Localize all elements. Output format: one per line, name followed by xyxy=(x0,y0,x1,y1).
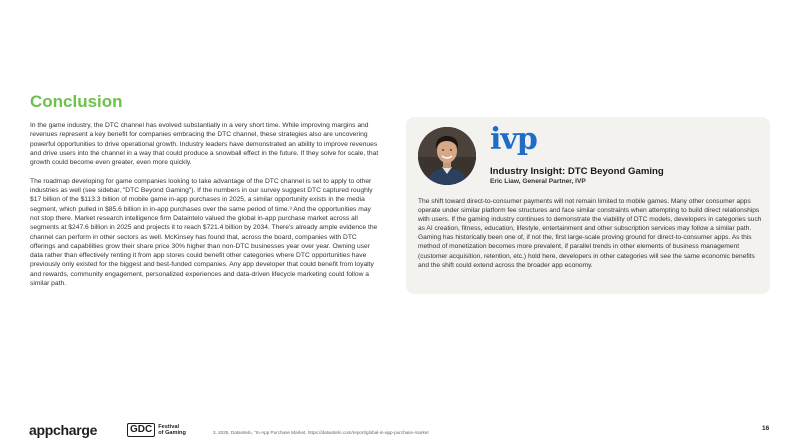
page-heading: Conclusion xyxy=(30,92,123,111)
insight-body-text: The shift toward direct-to-consumer payments will not remain limited to mobile games. Many other consumer apps operate under similar platform fee structures and face similar constraints when attempting to build direct relationships with users. If the gaming industry continues to demonstrate the viability of DTC models, developers in categories such as AI creation, fitness, education, lifestyle, entertainment and other subscription services may follow a similar path. Gaming has historically been one of, if not the, first large-scale proving ground for direct-to-consumer apps. As this method of monetization becomes more prevalent, if parallel trends in other elements of business management (customer acquisition, retention, etc.) hold here, developers in other categories will see the same economic benefits and the shift could extend across the broader app economy. xyxy=(418,198,762,269)
portrait-illustration xyxy=(418,127,476,185)
gdc-festival-logo xyxy=(127,422,186,437)
page-number: 16 xyxy=(762,425,770,432)
gdc-festival-text xyxy=(158,424,186,436)
author-portrait-image xyxy=(418,127,476,185)
insight-author: Eric Liaw, General Partner, IVP xyxy=(490,178,586,185)
body-paragraph-2: The roadmap developing for game companies looking to take advantage of the DTC channel is set to apply to other industries as well (see sidebar, "DTC Beyond Gaming"). If the numbers in our survey suggest DTC captured roughly $17 billion of the $113.3 billion of mobile game in-app purchases in 2025, a similar opportunity exists in the media segment, which pulled in $85.6 billion in in-app purchases over the same period of time.³ And the opportunities may not stop there. Market research intelligence firm Dataintelo valued the global in-app purchase market across all segments at $247.6 billion in 2025 and projects it to reach $721.4 billion by 2034. There's already ample evidence the channel can perform in other sectors as well. McKinsey has found that, across the board, companies with DTC offerings and capabilities grow their share price 30% higher than non-DTC businesses year over year. Owning user data rather than effectively renting it from app stores could benefit other categories where DTC opportunities have previously only existed for the biggest and best-funded companies. Any app developer that could benefit from loyalty and rewards, community engagement, personalized experiences and data-driven lifecycle marketing could follow a similar path. xyxy=(30,177,378,288)
industry-insight-card xyxy=(406,117,770,294)
insight-title: Industry Insight: DTC Beyond Gaming xyxy=(490,166,664,177)
ivp-logo: ivp xyxy=(490,122,537,157)
gdc-line-2: of Gaming xyxy=(158,429,186,436)
gdc-mark: GDC xyxy=(127,423,155,437)
footnote: 3. 2025, Dataintelo, "In-App Purchase Market, https://dataintelo.com/report/global-in-app-purchase-market xyxy=(213,430,429,435)
gdc-line-1: Festival xyxy=(158,423,180,430)
body-paragraph-1: In the game industry, the DTC channel has evolved substantially in a very short time. While improving margins and revenues represent a key benefit for companies embracing the DTC channel, these strategies also are uncovering powerful opportunities to drive operational growth. Industry leaders have demonstrated an ability to improve revenues and drive users into the channel in a way that could produce a snowball effect in the future. If they solve for scale, that growth could become even greater, even more quickly. xyxy=(30,122,379,167)
body-text xyxy=(30,121,382,298)
appcharge-logo: appcharge xyxy=(29,422,98,438)
